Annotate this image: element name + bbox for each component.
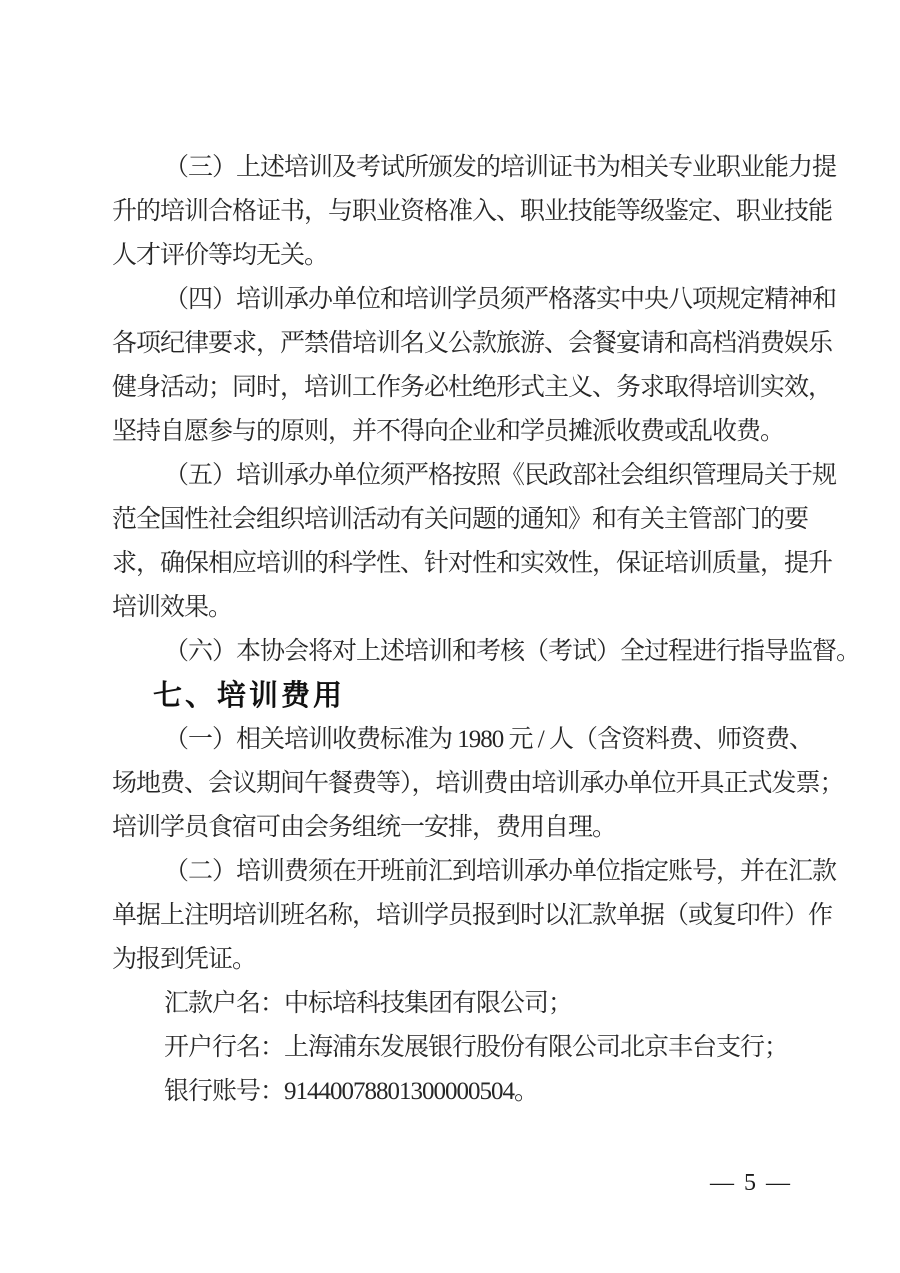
page-number: — 5 —	[710, 1170, 792, 1196]
text-line: （一）相关培训收费标准为 1980 元 / 人（含资料费、师资费、	[164, 726, 813, 753]
remittance-account-name: 汇款户名：中标培科技集团有限公司；	[164, 990, 573, 1017]
remittance-bank-name: 开户行名：上海浦东发展银行股份有限公司北京丰台支行；	[164, 1034, 789, 1061]
paragraph-item-4	[112, 278, 837, 454]
paragraph-item-7-1	[112, 718, 844, 850]
text-line: 求，确保相应培训的科学性、针对性和实效性，保证培训质量，提升	[112, 550, 833, 577]
text-line: 各项纪律要求，严禁借培训名义公款旅游、会餐宴请和高档消费娱乐	[112, 330, 833, 357]
section-heading-training-fees: 七、培训费用	[153, 680, 346, 712]
text-line: 健身活动；同时，培训工作务必杜绝形式主义、务求取得培训实效，	[112, 374, 833, 401]
text-line: （六）本协会将对上述培训和考核（考试）全过程进行指导监督。	[164, 638, 861, 665]
text-line: （四）培训承办单位和培训学员须严格落实中央八项规定精神和	[164, 286, 837, 313]
paragraph-item-7-2	[112, 850, 837, 982]
text-line: （三）上述培训及考试所颁发的培训证书为相关专业职业能力提	[164, 154, 837, 181]
paragraph-item-6	[112, 630, 861, 674]
text-line: 升的培训合格证书，与职业资格准入、职业技能等级鉴定、职业技能	[112, 198, 833, 225]
remittance-info	[112, 982, 822, 1114]
text-line: 为报到凭证。	[112, 946, 257, 973]
paragraph-item-3	[112, 146, 837, 278]
text-line: 范全国性社会组织培训活动有关问题的通知》和有关主管部门的要	[112, 506, 809, 533]
text-line: （二）培训费须在开班前汇到培训承办单位指定账号，并在汇款	[164, 858, 837, 885]
text-line: 坚持自愿参与的原则，并不得向企业和学员摊派收费或乱收费。	[112, 418, 785, 445]
text-line: （五）培训承办单位须严格按照《民政部社会组织管理局关于规	[164, 462, 837, 489]
document-body	[112, 146, 861, 1114]
remittance-account-number: 银行账号：91440078801300000504。	[164, 1078, 539, 1105]
text-line: 场地费、会议期间午餐费等），培训费由培训承办单位开具正式发票；	[112, 770, 844, 797]
text-line: 单据上注明培训班名称，培训学员报到时以汇款单据（或复印件）作	[112, 902, 833, 929]
text-line: 培训效果。	[112, 594, 233, 621]
paragraph-item-5	[112, 454, 837, 630]
text-line: 人才评价等均无关。	[112, 242, 329, 269]
text-line: 培训学员食宿可由会务组统一安排，费用自理。	[112, 814, 617, 841]
